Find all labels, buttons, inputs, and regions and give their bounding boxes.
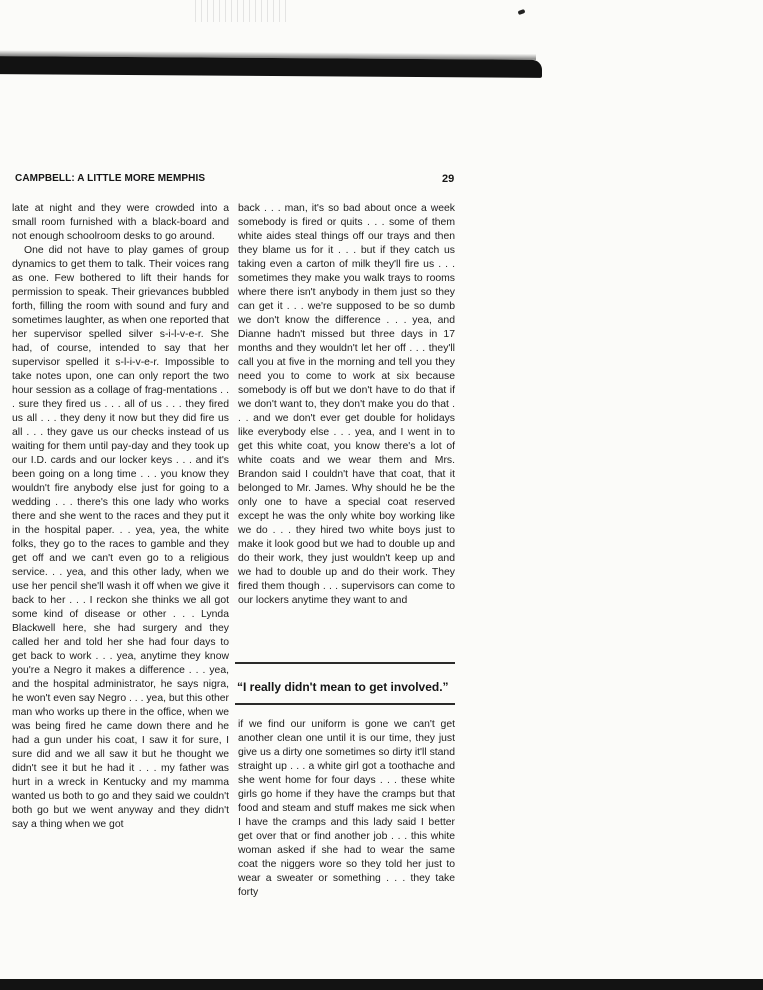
pull-quote-rule-top (235, 662, 455, 664)
paragraph: if we find our uniform is gone we can't get another clean one until it is our time, they just give us a dirty one sometimes so dirty it'll stand straight up . . . a white girl got a toothache and she went home for four days . . . these white girls go home if they have the cramps but that food and steam and stuff makes me sick when I have the cramps and this lady said I better get over that or find another job . . . this white woman asked if she had to wear the same coat the niggers wore so they told her just to wear a sweater or something . . . they take forty (238, 719, 455, 898)
left-column (12, 202, 229, 832)
pull-quote: “I really didn't mean to get involved.” (237, 680, 449, 694)
running-head: CAMPBELL: A LITTLE MORE MEMPHIS (15, 173, 206, 184)
page-number: 29 (442, 173, 455, 185)
paragraph: One did not have to play games of group dynamics to get them to talk. Their voices rang as one. Few bothered to lift their hands for permission to speak. Their grievances bubbled forth, filling the room with sound and fury and sometimes laughter, as when one reported that her supervisor spelled silver s-i-l-v-e-r. She had, of course, intended to say that her supervisor spelled it s-l-i-v-e-r. Impossible to take notes upon, one can only report the two hour session as a collage of frag-mentations . . . sure they fired us . . . all of us . . . they fired us all . . . they deny it now but they did fire us all . . . they gave us our checks instead of us waiting for them until pay-day and they took up our I.D. cards and our locker keys . . . and it's been going on a long time . . . you know they wouldn't fire anybody else just for going to a wedding . . . there's this one lady who works there and she went to the races and they put it in the hospital paper. . . yea, yea, the white folks, they go to the races to gamble and they get off and we can't even go to a religious service. . . yea, and this other lady, when we use her pencil she'll wash it off when we give it back to her . . . I reckon she thinks we all got some kind of disease or other . . . Lynda Blackwell here, she had surgery and they called her and told her she had four days to get back to work . . . yea, anytime they know you're a Negro it makes a difference . . . yea, and the hospital administrator, he says nigra, he won't even say Negro . . . yea, but this other man who works up there in the office, when we was being fired he came down there and he had a gun under his coat, I saw it for sure, I sure did and we all saw it but he thought we didn't see it but he had it . . . my father was hurt in a wreck in Kentucky and my mamma wanted us both to go and they said we couldn't both go but we went anyway and they didn't say a thing when we got (12, 245, 229, 830)
right-column-top (238, 202, 455, 608)
scan-speck (518, 9, 526, 15)
right-column-bottom (238, 718, 455, 900)
scan-noise (195, 0, 290, 22)
paragraph: late at night and they were crowded into a small room furnished with a black-board and not enough schoolroom desks to go around. (12, 203, 229, 242)
pull-quote-rule-bottom (235, 703, 455, 705)
scan-edge-bottom (0, 979, 763, 990)
scan-edge-top (0, 56, 542, 78)
paragraph: back . . . man, it's so bad about once a week somebody is fired or quits . . . some of them white aides steal things off our trays and then they blame us for it . . . but if they catch us taking even a carton of milk they'll fire us . . . sometimes they make you walk trays to rooms where there isn't anybody in them just so they can get it . . . we're supposed to be so dumb we don't know the difference . . . yea, and Dianne hadn't missed but three days in 17 months and they wouldn't let her off . . . they'll call you at five in the morning and tell you they need you to come to work at six because somebody is off but we don't have to do that if we don't want to, they don't make you do that . . . and we don't ever get double for holidays like everybody else . . . yea, and I went in to get this white coat, you know there's a lot of white coats and we wear them and Mrs. Brandon said I couldn't have that coat, that it belonged to Mr. James. Why should he be the only one to have a special coat reserved except he was the only white boy working like we do . . . they hired two white boys just to make it look good but we had to double up and do their work, they just wouldn't keep up and we had to double up and do their work. They fired them though . . . supervisors can come to our lockers anytime they want to and (238, 203, 455, 606)
